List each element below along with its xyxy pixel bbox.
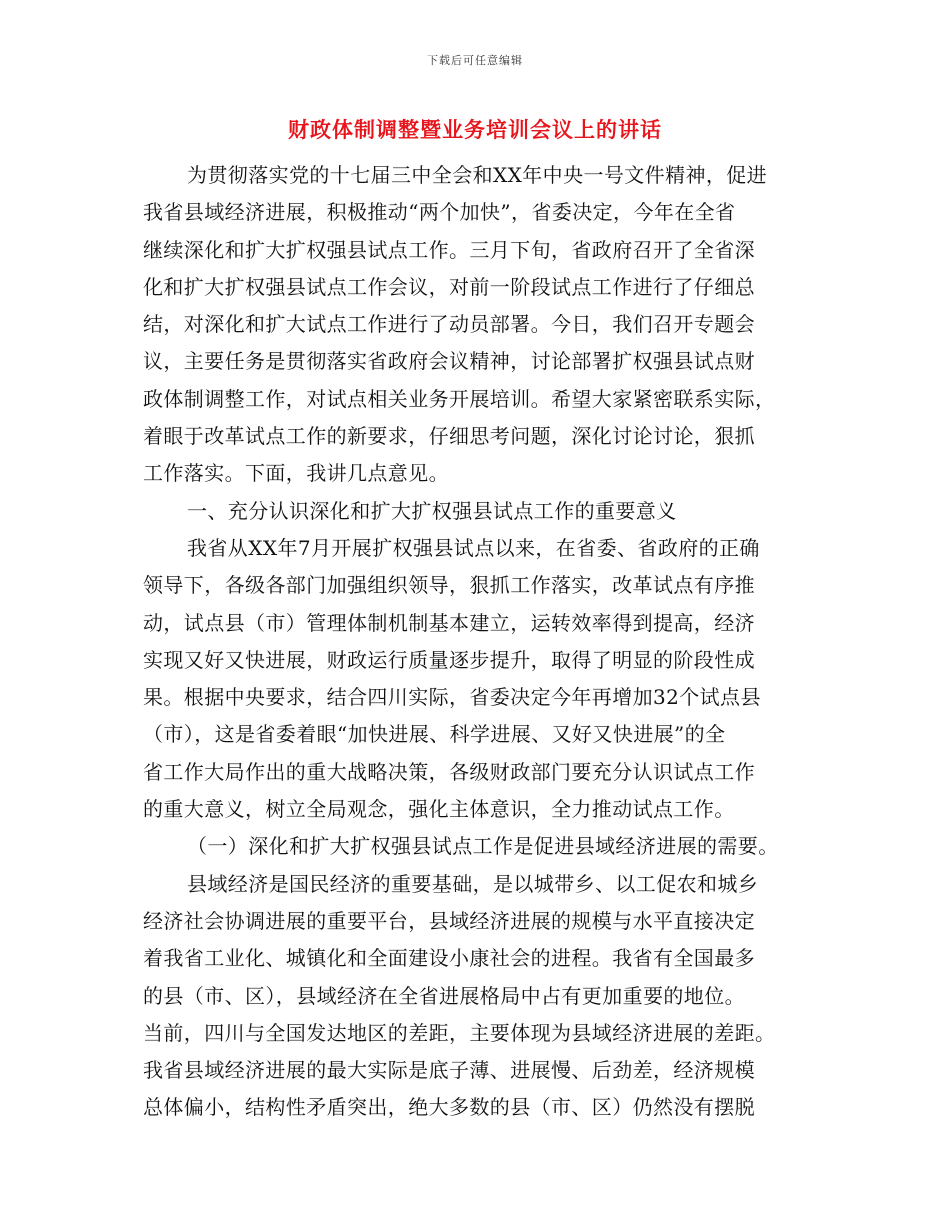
text-line: 的县（市、区），县域经济在全省进展格局中占有更加重要的地位。 xyxy=(143,983,745,1008)
text-line: 工作落实。下面，我讲几点意见。 xyxy=(143,461,449,486)
text-line: 一、充分认识深化和扩大扩权强县试点工作的重要意义 xyxy=(187,498,677,523)
text-line: 为贯彻落实党的十七届三中全会和XX年中央一号文件精神，促进 xyxy=(187,163,768,187)
text-line: 着我省工业化、城镇化和全面建设小康社会的进程。我省有全国最多 xyxy=(143,946,755,971)
text-line: 省工作大局作出的重大战略决策，各级财政部门要充分认识试点工作 xyxy=(143,759,755,784)
text-line: 我省从XX年7月开展扩权强县试点以来，在省委、省政府的正确 xyxy=(187,535,760,560)
text-line: 动，试点县（市）管理体制机制基本建立，运转效率得到提高，经济 xyxy=(143,610,755,635)
text-line: 议，主要任务是贯彻落实省政府会议精神，讨论部署扩权强县试点财 xyxy=(143,349,755,374)
text-line: 政体制调整工作，对试点相关业务开展培训。希望大家紧密联系实际， xyxy=(143,386,776,411)
text-line: 果。根据中央要求，结合四川实际，省委决定今年再增加32个试点县 xyxy=(143,685,761,710)
text-line: （一）深化和扩大扩权强县试点工作是促进县域经济进展的需要。 xyxy=(187,834,779,859)
text-line: （市），这是省委着眼“加快进展、科学进展、又好又快进展”的全 xyxy=(143,722,726,747)
text-line: 总体偏小，结构性矛盾突出，绝大多数的县（市、区）仍然没有摆脱 xyxy=(143,1095,755,1120)
document-body xyxy=(143,157,813,1127)
text-line: 领导下，各级各部门加强组织领导，狠抓工作落实，改革试点有序推 xyxy=(143,573,755,598)
text-line: 化和扩大扩权强县试点工作会议，对前一阶段试点工作进行了仔细总 xyxy=(143,274,755,299)
text-line: 的重大意义，树立全局观念，强化主体意识，全力推动试点工作。 xyxy=(143,797,735,822)
text-line: 县域经济是国民经济的重要基础，是以城带乡、以工促农和城乡 xyxy=(187,871,759,896)
text-line: 结，对深化和扩大试点工作进行了动员部署。今日，我们召开专题会 xyxy=(143,312,755,337)
text-line: 当前，四川与全国发达地区的差距，主要体现为县域经济进展的差距。 xyxy=(143,1020,776,1045)
text-line: 实现又好又快进展，财政运行质量逐步提升，取得了明显的阶段性成 xyxy=(143,647,755,672)
text-line: 我省县域经济进展的最大实际是底子薄、进展慢、后劲差，经济规模 xyxy=(143,1058,755,1083)
text-line: 着眼于改革试点工作的新要求，仔细思考问题，深化讨论讨论，狠抓 xyxy=(143,424,755,449)
document-title: 财政体制调整暨业务培训会议上的讲话 xyxy=(288,117,662,142)
page-header: 下载后可任意编辑 xyxy=(427,54,523,67)
text-line: 继续深化和扩大扩权强县试点工作。三月下旬，省政府召开了全省深 xyxy=(143,237,755,262)
text-line: 我省县域经济进展，积极推动“两个加快”，省委决定，今年在全省 xyxy=(143,200,736,225)
text-line: 经济社会协调进展的重要平台，县域经济进展的规模与水平直接决定 xyxy=(143,908,755,933)
